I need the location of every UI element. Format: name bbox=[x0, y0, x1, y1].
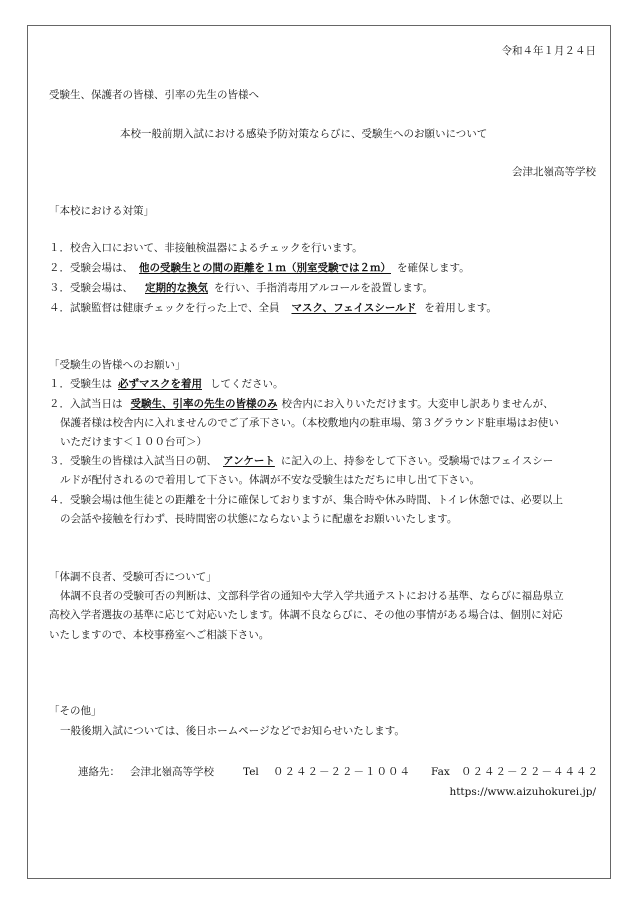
s2-item2-cont1: 保護者様は校舎内に入れませんのでご了承下さい。（本校敷地内の駐車場、第３グラウンド駐車場はお使い bbox=[60, 417, 559, 429]
section4-heading: 「その他」 bbox=[49, 705, 102, 717]
s2-item3-highlight: アンケート bbox=[223, 455, 275, 467]
school-name: 会津北嶺高等学校 bbox=[512, 166, 596, 178]
s2-item2-cont2: いただけます＜１００台可＞） bbox=[60, 436, 207, 448]
contact-label: 連絡先： bbox=[78, 766, 120, 778]
s1-item3-highlight: 定期的な換気 bbox=[145, 282, 208, 294]
date: 令和４年１月２４日 bbox=[501, 45, 596, 57]
section3-heading: 「体調不良者、受験可否について」 bbox=[49, 571, 217, 583]
contact-school: 会津北嶺高等学校 bbox=[130, 766, 214, 778]
s2-item3-cont: ルドが配付されるので着用して下さい。体調が不安な受験生はただちに申し出て下さい。 bbox=[60, 474, 480, 486]
s2-item1-highlight: 必ずマスクを着用 bbox=[118, 378, 202, 390]
s3-para-line3: いたしますので、本校事務室へご相談下さい。 bbox=[49, 629, 270, 641]
page-frame bbox=[27, 25, 611, 879]
contact-url[interactable]: https://www.aizuhokurei.jp/ bbox=[449, 786, 596, 798]
s2-item2-highlight: 受験生、引率の先生の皆様のみ bbox=[130, 398, 278, 410]
section1-heading: 「本校における対策」 bbox=[49, 205, 154, 217]
addressee: 受験生、保護者の皆様、引率の先生の皆様へ bbox=[49, 89, 259, 101]
section2-heading: 「受験生の皆様へのお願い」 bbox=[49, 359, 186, 371]
s1-item3: ３．受験会場は、 定期的な換気 を行い、手指消毒用アルコールを設置します。 bbox=[49, 282, 434, 294]
s1-item4-highlight: マスク、フェイスシールド bbox=[291, 302, 417, 314]
s1-item2-highlight: 他の受験生との間の距離を１ｍ（別室受験では２ｍ） bbox=[139, 262, 391, 274]
contact-tel: ０２４２－２２－１００４ bbox=[273, 766, 411, 778]
contact-tel-label: Tel bbox=[243, 766, 259, 778]
contact-fax-label: Fax bbox=[431, 766, 450, 778]
s4-para: 一般後期入試については、後日ホームページなどでお知らせいたします。 bbox=[60, 725, 405, 737]
s3-para-line1: 体調不良者の受験可否の判断は、文部科学省の通知や大学入学共通テストにおける基準、ならびに福島県立 bbox=[60, 590, 564, 602]
notice-title: 本校一般前期入試における感染予防対策ならびに、受験生へのお願いについて bbox=[120, 128, 488, 140]
s2-item3: ３．受験生の皆様は入試当日の朝、 アンケート に記入の上、持参をして下さい。受験場ではフェイスシー bbox=[49, 455, 554, 467]
s2-item1: １．受験生は 必ずマスクを着用 してください。 bbox=[49, 378, 284, 390]
s3-para-line2: 高校入学者選抜の基準に応じて対応いたします。体調不良ならびに、その他の事情がある場合は、個別に対応 bbox=[49, 609, 563, 621]
s1-item4: ４．試験監督は健康チェックを行った上で、全員 マスク、フェイスシールド を着用します。 bbox=[49, 302, 497, 314]
s1-item1: １．校舎入口において、非接触検温器によるチェックを行います。 bbox=[49, 242, 363, 254]
s1-item2: ２．受験会場は、 他の受験生との間の距離を１ｍ（別室受験では２ｍ） を確保します。 bbox=[49, 262, 470, 274]
contact-fax: ０２４２－２２－４４４２ bbox=[461, 766, 599, 778]
s2-item2: ２．入試当日は 受験生、引率の先生の皆様のみ 校舎内にお入りいただけます。大変申し訳ありませんが、 bbox=[49, 398, 554, 410]
s2-item4: ４．受験会場は他生徒との距離を十分に確保しておりますが、集合時や休み時間、トイレ休憩では、必要以上 bbox=[49, 494, 563, 506]
s2-item4-cont: の会話や接触を行わず、長時間密の状態にならないように配慮をお願いいたします。 bbox=[60, 513, 458, 525]
